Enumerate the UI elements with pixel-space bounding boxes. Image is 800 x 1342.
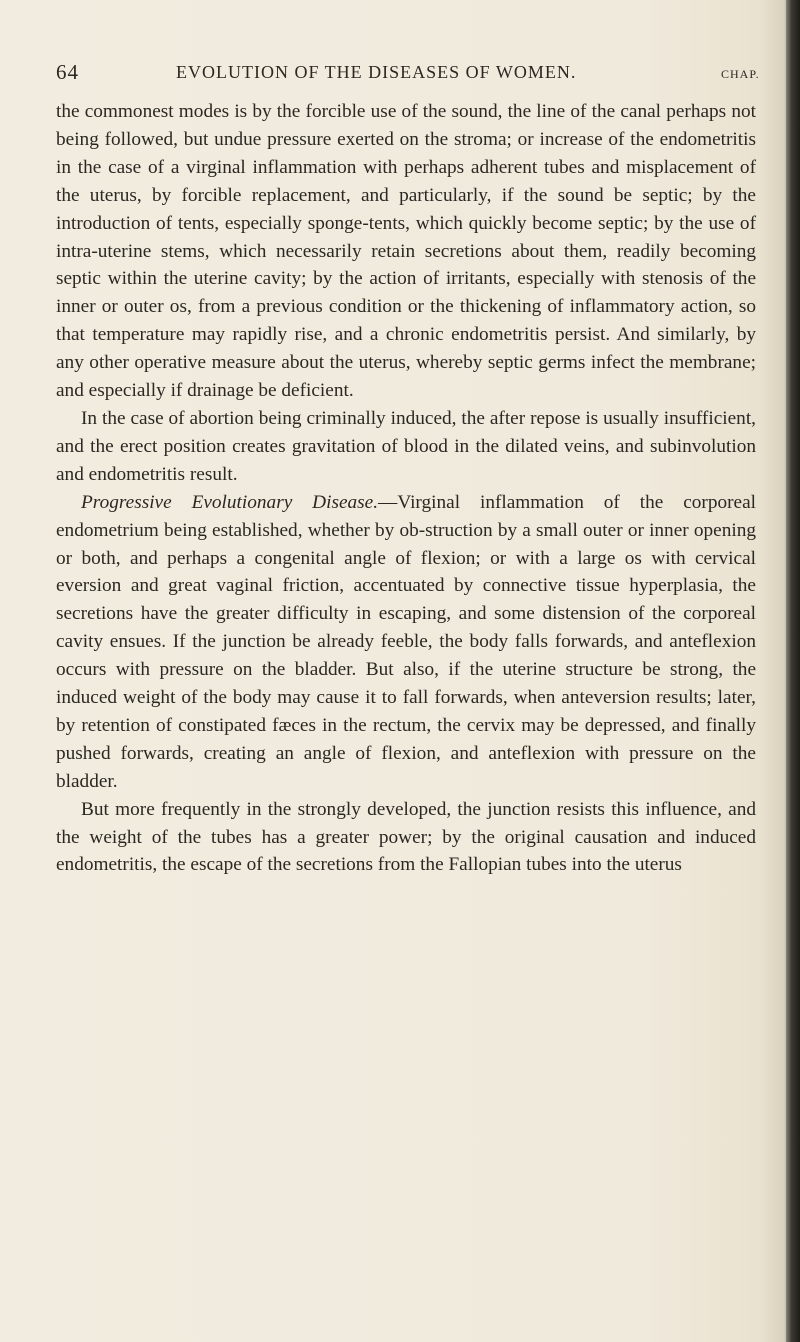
body-text (56, 98, 756, 879)
paragraph-2: In the case of abortion being criminally induced, the after repose is usually insufficient, and the erect position creates gravitation of blood in the dilated veins, and subinvolution and endometritis result. (56, 407, 756, 485)
paragraph-3 (56, 489, 756, 796)
paragraph-3-text: —Virginal inflammation of the corporeal endometrium being established, whether by ob-struction by a small outer or inner opening or both, and perhaps a congenital angle of flexion; or with a large os with cervical eversion and great vaginal friction, accentuated by connective tissue hyperplasia, the secretions have the greater difficulty in escaping, and some distension of the corporeal cavity ensues. If the junction be already feeble, the body falls forwards, and anteflexion occurs with pressure on the bladder. But also, if the uterine structure be strong, the induced weight of the body may cause it to fall forwards, when anteversion results; later, by retention of constipated fæces in the rectum, the cervix may be depressed, and finally pushed forwards, creating an angle of flexion, and anteflexion with pressure on the bladder. (56, 491, 756, 792)
running-title: EVOLUTION OF THE DISEASES OF WOMEN. (176, 62, 577, 82)
page-number: 64 (56, 60, 79, 84)
section-heading: Progressive Evolutionary Disease. (81, 491, 379, 513)
chapter-label: CHAP. (721, 67, 760, 81)
paragraph-1: the commonest modes is by the forcible use of the sound, the line of the canal perhaps not being followed, but undue pressure exerted on the stroma; or increase of the endometritis in the case of a virginal inflammation with perhaps adherent tubes and misplacement of the uterus, by forcible replacement, and particularly, if the sound be septic; by the introduction of tents, especially sponge-tents, which quickly become septic; by the use of intra-uterine stems, which necessarily retain secretions about them, readily becoming septic within the uterine cavity; by the action of irritants, especially with stenosis of the inner or outer os, from a previous condition or the thickening of inflammatory action, so that temperature may rapidly rise, and a chronic endometritis persist. And similarly, by any other operative measure about the uterus, whereby septic germs infect the membrane; and especially if drainage be deficient. (56, 101, 756, 402)
paragraph-4: But more frequently in the strongly developed, the junction resists this influence, and the weight of the tubes has a greater power; by the original causation and induced endometritis, the escape of the secretions from the Fallopian tubes into the uterus (56, 798, 756, 876)
page-header (56, 60, 760, 88)
page-edge-shadow (786, 0, 800, 1342)
